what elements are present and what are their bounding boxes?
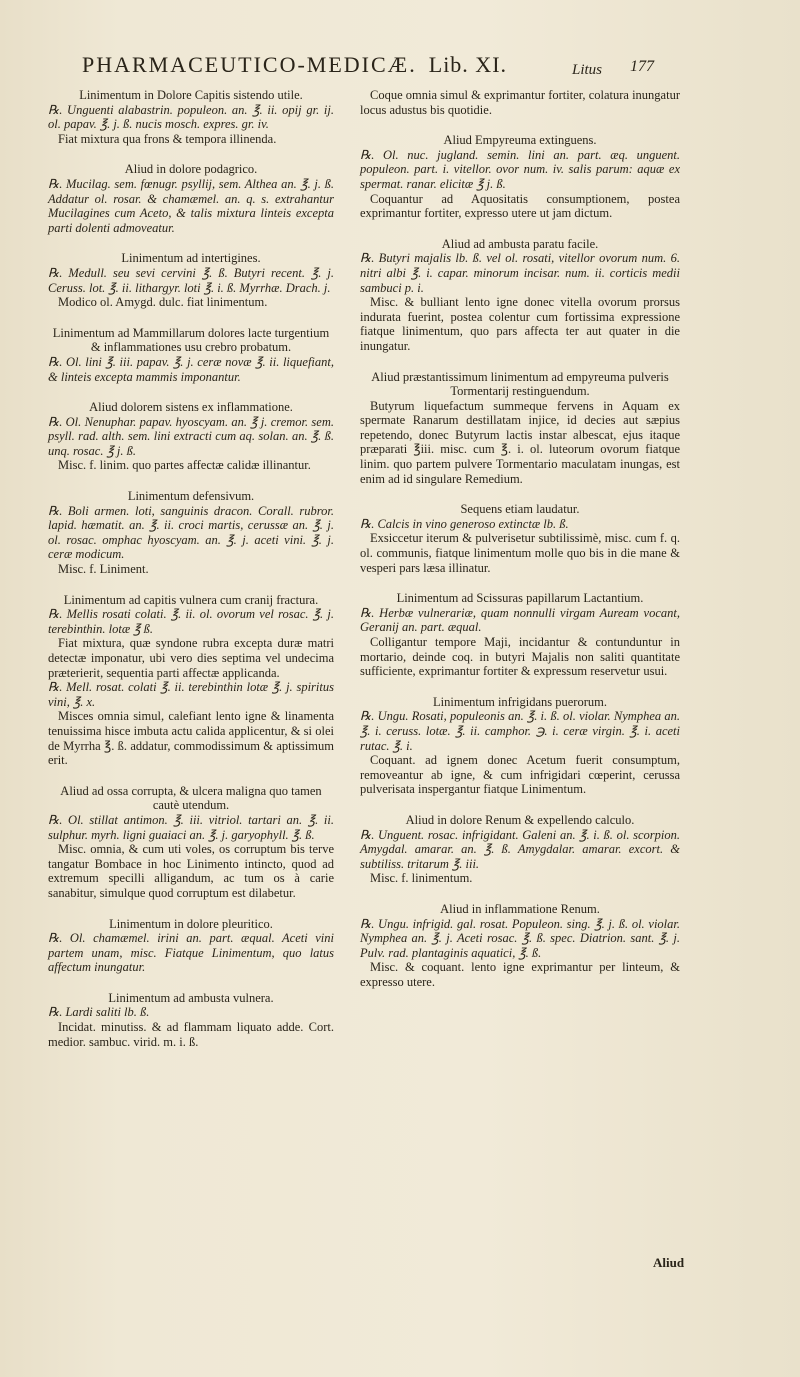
section-heading: Linimentum ad intertigines. — [121, 251, 261, 266]
section-heading: Aliud in dolore podagrico. — [124, 162, 258, 177]
body-paragraph: Coquant. ad ignem donec Acetum fuerit consumptum, removeantur ab igne, & cum infrigidari cœperint, cerussa pulverisata inspergantur fiatque Linimentum. — [360, 753, 680, 797]
section-heading: Aliud ad ambusta paratu facile. — [441, 236, 599, 251]
body-paragraph: Incidat. minutiss. & ad flammam liquato adde. Cort. medior. sambuc. virid. m. i. ß. — [48, 1020, 334, 1049]
right-column — [360, 88, 680, 989]
recipe-formula: ℞. Medull. seu sevi cervini ℥. ß. Butyri recent. ℥. j. Ceruss. lot. ℥. ii. lithargyr. loti ℥. i. ß. Myrrhæ. Drach. j. — [48, 265, 334, 295]
section-heading: Linimentum in dolore pleuritico. — [109, 916, 273, 931]
section-heading: Linimentum in Dolore Capitis sistendo utile. — [79, 88, 303, 102]
section-heading: Aliud ad ossa corrupta, & ulcera maligna quo tamen cautè utendum. — [60, 783, 322, 813]
body-paragraph: Misc. & bulliant lento igne donec vitella ovorum prorsus indurata fuerint, postea colentur cum fortissima expressione fiatque linimentum, quo pars affecta ter aut quater in die inungatur. — [360, 295, 680, 353]
body-paragraph: Misc. f. Liniment. — [58, 562, 149, 577]
recipe-formula: ℞. Unguent. rosac. infrigidant. Galeni an. ℥. i. ß. ol. scorpion. Amygdal. amarar. an. ℥. ß. Amygdalar. amarar. excort. & subtiliss. tritarum ℥. iii. — [360, 827, 680, 871]
section-heading: Linimentum ad Scissuras papillarum Lactantium. — [396, 591, 644, 606]
recipe-formula: ℞. Butyri majalis lb. ß. vel ol. rosati, vitellor ovorum num. 6. nitri albi ℥. i. capar. minorum incisar. num. ii. corticis medii sambuci p. i. — [360, 251, 680, 295]
recipe-formula: ℞. Herbæ vulnerariæ, quam nonnulli virgam Auream vocant, Geranij an. part. æqual. — [360, 605, 680, 635]
body-paragraph: Misc. omnia, & cum uti voles, os corruptum bis terve tangatur Bombace in hoc Linimento intincto, quod ad extremum specilli alligandum, ac tum os à carie sanabitur, simulque quod corruptum est dilabetur. — [48, 842, 334, 900]
recipe-formula: ℞. Unguenti alabastrin. populeon. an. ℥. ii. opij gr. ij. ol. papav. ℥. j. ß. nucis mosch. expres. gr. iv. — [48, 102, 334, 132]
recipe-formula: ℞. Boli armen. loti, sanguinis dracon. Corall. rubror. lapid. hæmatit. an. ℥. ii. croci martis, cerussæ an. ℥. j. ol. rosac. omphac hyoscyam. an. ℥. j. aceti vini. ℥. j. ceræ modicum. — [48, 503, 334, 562]
body-paragraph: Misc. f. linimentum. — [370, 871, 473, 886]
book-number: Lib. XI. — [428, 52, 508, 77]
body-paragraph: Exsiccetur iterum & pulverisetur subtilissimè, misc. cum f. q. ol. communis, fiatque linimentum molle quo bis in die mane & vesperi pars læsa illinatur. — [360, 531, 680, 575]
section-heading: Linimentum infrigidans puerorum. — [433, 694, 607, 709]
section-heading: Aliud dolorem sistens ex inflammatione. — [89, 400, 293, 415]
recipe-formula: ℞. Ol. nuc. jugland. semin. lini an. part. æq. unguent. populeon. part. i. vitellor. ovor num. iv. salis parum: aquæ ex spermat. ranar. elicitæ ℥ j. ß. — [360, 147, 680, 191]
body-paragraph: Coquantur ad Aquositatis consumptionem, postea exprimantur fortiter, expresso utere ut jam dictum. — [360, 191, 680, 221]
body-paragraph: Colligantur tempore Maji, incidantur & contunduntur in mortario, deinde coq. in butyri Majalis non saliti quantitate sufficiente, exprimantur fortiter & expressum reservetur usui. — [360, 635, 680, 679]
recipe-formula: ℞. Ungu. infrigid. gal. rosat. Populeon. sing. ℥. j. ß. ol. violar. Nymphea an. ℥. j. Aceti rosac. ℥. ß. spec. Diatrion. sant. ℥. j. Pulv. rad. plantaginis aquatici, ℥. ß. — [360, 916, 680, 960]
recipe-formula: ℞. Mucilag. sem. fœnugr. psyllij, sem. Althea an. ℥. j. ß. Addatur ol. rosar. & chamæmel. an. q. s. extrahantur Mucilagines cum Aceto, & talis mixtura linteis excepta parti dolenti admoveatur. — [48, 176, 334, 235]
body-paragraph: Misc. & coquant. lento igne exprimantur per linteum, & expresso utere. — [360, 960, 680, 989]
recipe-formula: ℞. Ol. Nenuphar. papav. hyoscyam. an. ℥ j. cremor. sem. psyll. rad. alth. sem. lini extracti cum aq. solan. an. ℥. ß. unq. rosac. ℥ j. ß. — [48, 414, 334, 458]
recipe-formula: ℞. Mellis rosati colati. ℥. ii. ol. ovorum vel rosac. ℥. j. terebinthin. lotæ ℥ ß. — [48, 607, 334, 636]
catchword: Aliud — [653, 1255, 685, 1270]
page-header — [82, 52, 770, 82]
body-paragraph: Misc. f. linim. quo partes affectæ calidæ illinantur. — [58, 458, 311, 473]
recipe-formula: ℞. Ungu. Rosati, populeonis an. ℥. i. ß. ol. violar. Nymphea an. ℥. i. ceruss. lotæ. ℥. ii. camphor. ℈. i. ceræ virgin. ℥. i. aceti rutac. ℥. i. — [360, 709, 680, 753]
section-mark: Litus — [572, 62, 603, 78]
recipe-formula: ℞. Ol. lini ℥. iii. papav. ℥. j. ceræ novæ ℥. ii. liquefiant, & linteis excepta mammis imponantur. — [48, 354, 334, 384]
recipe-formula: ℞. Ol. chamæmel. irini an. part. æqual. Aceti vini partem unam, misc. Fiatque Linimentum, quo latus affectum inungatur. — [48, 931, 334, 975]
body-paragraph: Modico ol. Amygd. dulc. fiat linimentum. — [58, 295, 268, 310]
page-number: 177 — [630, 58, 654, 75]
recipe-formula: ℞. Ol. stillat antimon. ℥. iii. vitriol. tartari an. ℥. ii. sulphur. myrh. ligni guaiaci an. ℥. j. garyophyll. ℥. ß. — [48, 812, 334, 842]
body-paragraph: Fiat mixtura qua frons & tempora illinenda. — [58, 131, 277, 146]
section-heading: Aliud in dolore Renum & expellendo calculo. — [405, 812, 635, 827]
recipe-formula: ℞. Lardi saliti lb. ß. — [48, 1005, 150, 1020]
body-paragraph: Butyrum liquefactum summeque fervens in Aquam ex spermate Ranarum destillatam injice, id decies aut sæpius repetendo, donec Butyrum lactis instar albescat, ejus itaque præparati ℥iii. misc. cum ℥. i. ol. luteorum ovorum fiatque linim. quo partem pulvere Tormentario maculatam inungas, est enim ad id singulare Remedium. — [360, 398, 680, 486]
body-paragraph: Coque omnia simul & exprimantur fortiter, colatura inungatur locus adustus bis quotidie. — [360, 88, 680, 117]
section-heading: Linimentum ad Mammillarum dolores lacte turgentium & inflammationes usu crebro probatum. — [52, 325, 330, 355]
section-heading: Linimentum ad capitis vulnera cum cranij fractura. — [63, 592, 319, 607]
section-heading: Aliud præstantissimum linimentum ad empyreuma pulveris Tormentarij restinguendum. — [371, 369, 669, 399]
running-title: PHARMACEUTICO-MEDICÆ. Lib. XI. — [82, 52, 508, 77]
recipe-formula: ℞. Mell. rosat. colati ℥. ii. terebinthin lotæ ℥. j. spiritus vini, ℥. x. — [48, 680, 334, 709]
section-heading: Sequens etiam laudatur. — [460, 502, 580, 517]
body-paragraph: Misces omnia simul, calefiant lento igne & linamenta tenuissima hisce imbuta actu calida applicentur, & si olei de Myrrha ℥. ß. addatur, commodissimum & aptissimum erit. — [48, 709, 334, 768]
section-heading: Linimentum ad ambusta vulnera. — [108, 990, 274, 1005]
body-paragraph: Fiat mixtura, quæ syndone rubra excepta duræ matri detectæ imponatur, ubi vero dies septima vel undecima præterierit, sequentia parti affectæ applicanda. — [48, 636, 334, 680]
section-heading: Aliud in inflammatione Renum. — [440, 901, 600, 916]
section-heading: Linimentum defensivum. — [127, 489, 255, 504]
left-column — [48, 88, 334, 1049]
recipe-formula: ℞. Calcis in vino generoso extinctæ lb. ß. — [360, 516, 569, 531]
section-heading: Aliud Empyreuma extinguens. — [443, 133, 597, 148]
